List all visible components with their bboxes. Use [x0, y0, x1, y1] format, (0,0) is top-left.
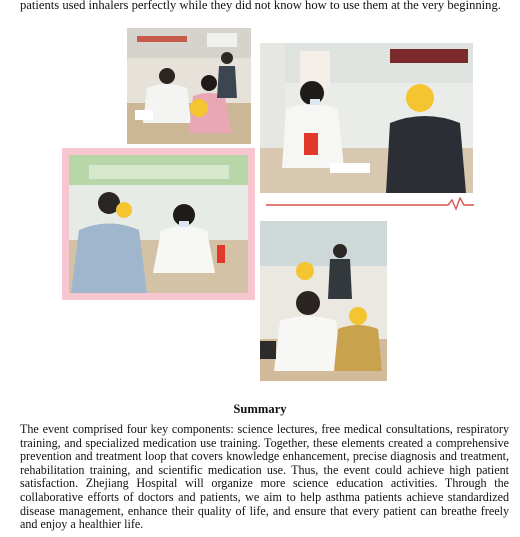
- consultation-photo-4: [260, 221, 387, 381]
- consultation-photo-1: [127, 28, 251, 144]
- summary-heading: Summary: [233, 402, 287, 416]
- summary-paragraph: The event comprised four key components: science lectures, free medical consultations, respiratory training, and specialized medication use training. Together, these elements created a comprehensive prevention and treatment loop that covers knowledge enhancement, precise diagnosis and treatment, rehabilitation training, and scientific medication use. Thus, the event could achieve high patient satisfaction. Zhejiang Hospital will organize more science education activities. Through the collaborative efforts of doctors and patients, we aim to help asthma patients achieve standardized disease management, enhance their quality of life, and ensure that every patient can breathe freely and enjoy a healthier life.: [20, 422, 509, 532]
- consultation-photo-3: [69, 155, 248, 293]
- consultation-photo-2: [260, 43, 473, 193]
- continued-text-line: patients used inhalers perfectly while they did not know how to use them at the very beginning.: [20, 0, 501, 12]
- heartbeat-divider: [266, 197, 474, 211]
